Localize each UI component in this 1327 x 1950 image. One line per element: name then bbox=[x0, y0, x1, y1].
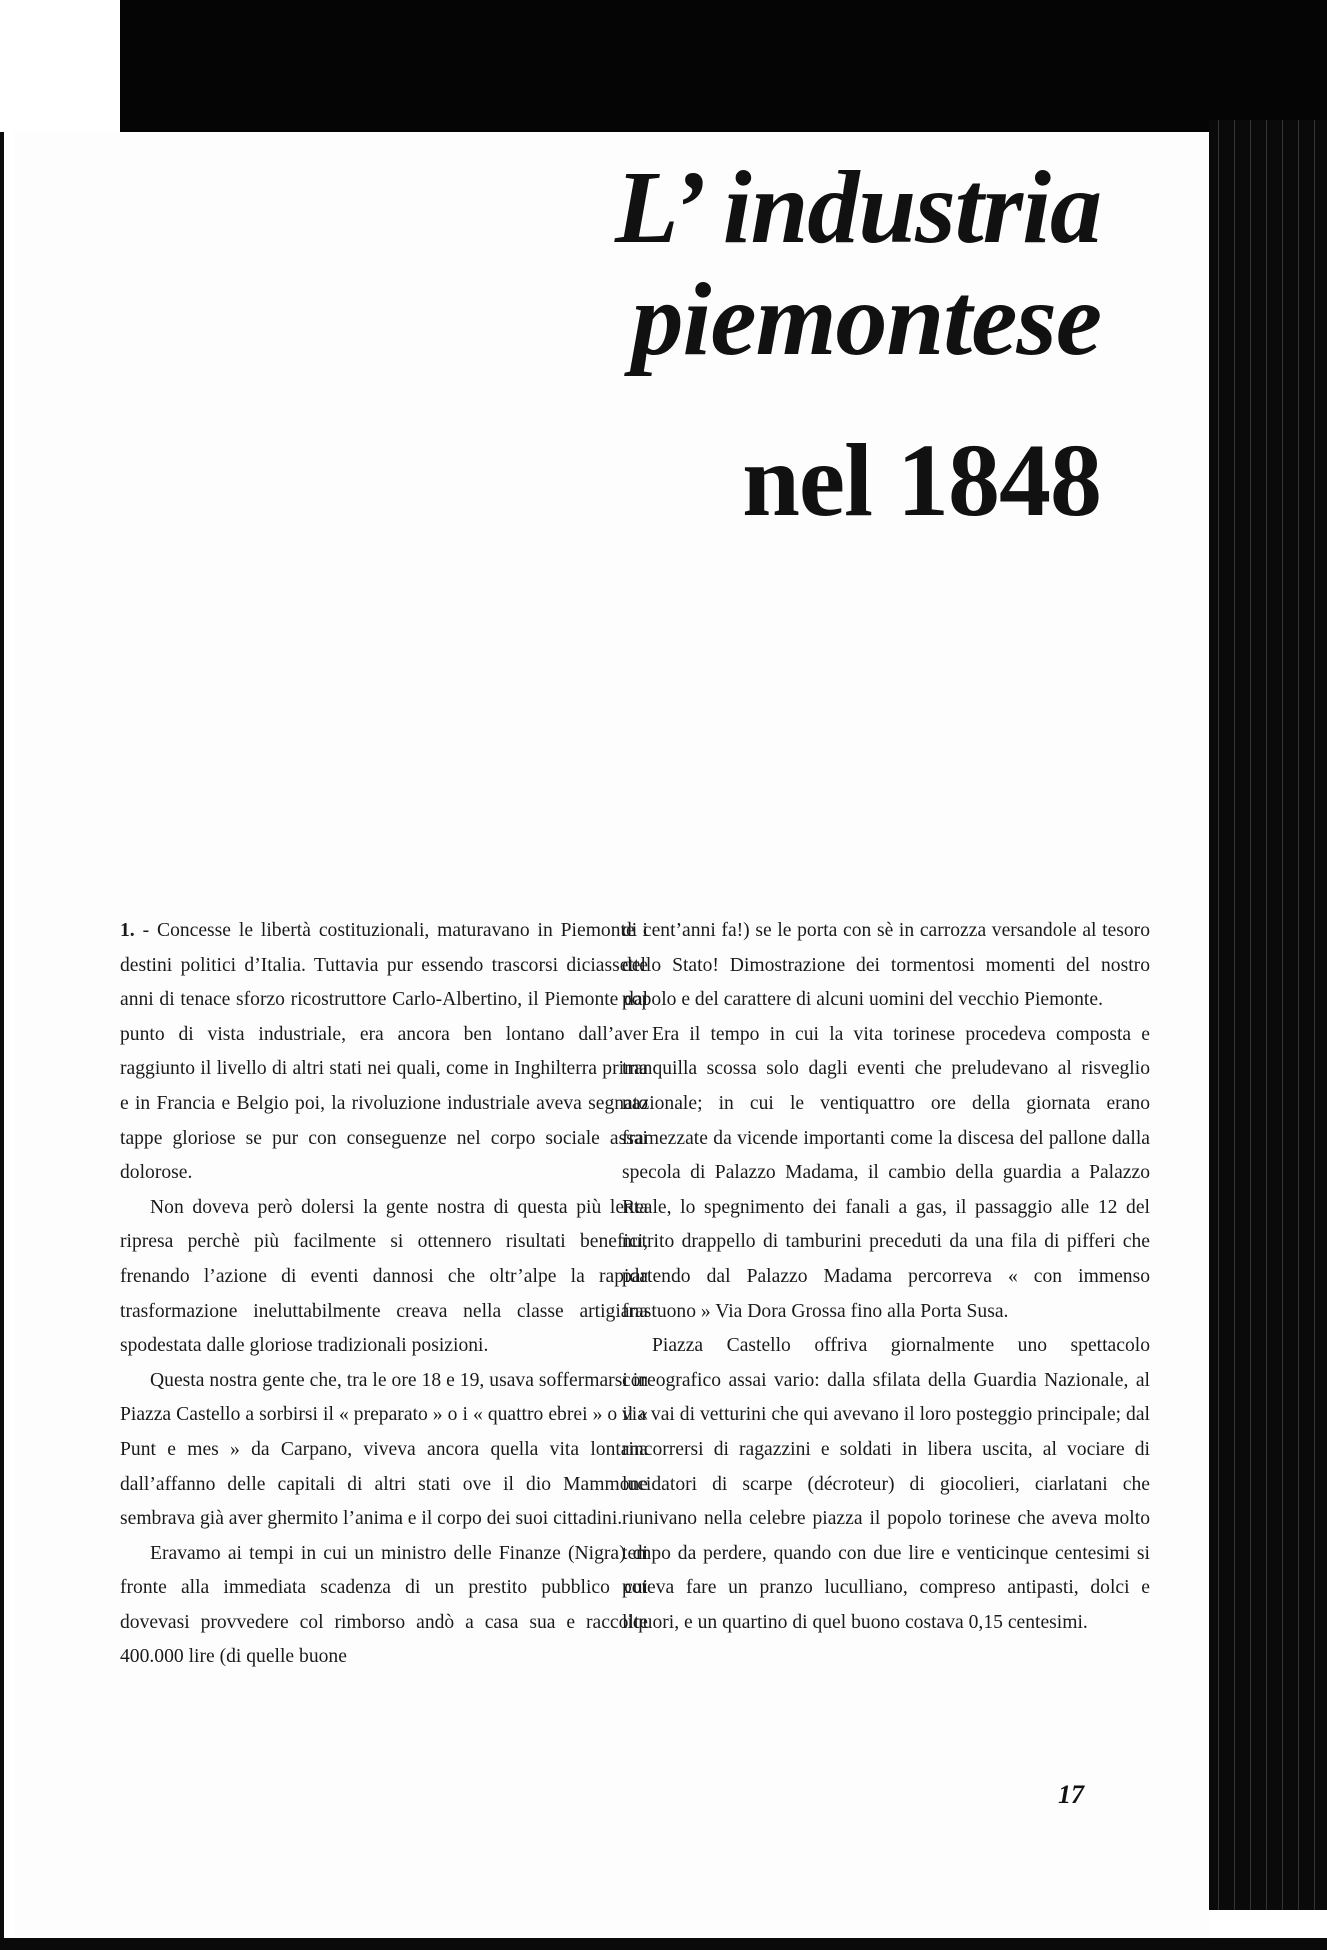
title-line-1: L’ industria bbox=[614, 150, 1101, 265]
page-title bbox=[614, 150, 1101, 538]
section-number: 1. bbox=[120, 920, 135, 941]
book-page-edges bbox=[1209, 120, 1327, 1910]
paragraph: Era il tempo in cui la vita torinese procedeva composta e tranquilla scossa solo dagli eventi che preludevano al risveglio nazionale; in cui le ventiquattro ore della giornata erano framezzate da vicende importanti come la discesa del pallone dalla specola di Palazzo Madama, il cambio della guardia a Palazzo Reale, lo spegnimento dei fanali a gas, il passaggio alle 12 del nutrito drappello di tamburini preceduti da una fila di pifferi che partendo dal Palazzo Madama percorreva « con immenso frastuono » Via Dora Grossa fino alla Porta Susa. bbox=[622, 1023, 1150, 1322]
title-line-2: piemontese bbox=[631, 262, 1101, 378]
title-line-3: nel 1848 bbox=[742, 422, 1101, 538]
page-number: 17 bbox=[1058, 1780, 1084, 1809]
paragraph: Eravamo ai tempi in cui un ministro delle Finanze (Nigra) di fronte alla immediata scadenza di un prestito pubblico cui dovevasi provvedere col rimborso andò a casa sua e raccolte 400.000 lire (di quelle buone bbox=[120, 1542, 648, 1668]
left-column bbox=[120, 914, 648, 1675]
scan-border-bottom bbox=[0, 1938, 1327, 1950]
scan-border-left bbox=[0, 132, 14, 1950]
paragraph: di cent’anni fa!) se le porta con sè in carrozza versandole al tesoro dello Stato! Dimostrazione dei tormentosi momenti del nostro popolo e del carattere di alcuni uomini del vecchio Piemonte. bbox=[622, 920, 1150, 1011]
paragraph: Questa nostra gente che, tra le ore 18 e 19, usava soffermarsi in Piazza Castello a sorbirsi il « preparato » o i « quattro ebrei » o il « Punt e mes » da Carpano, viveva ancora quella vita lontana dall’affanno delle capitali di altri stati ove il dio Mammone sembrava già aver ghermito l’anima e il corpo dei suoi cittadini. bbox=[120, 1369, 648, 1530]
paragraph: Piazza Castello offriva giornalmente uno spettacolo coreografico assai vario: dalla sfilata della Guardia Nazionale, al via vai di vetturini che qui avevano il loro posteggio principale; dal rincorrersi di ragazzini e soldati in libera uscita, al vociare di lucidatori di scarpe (décroteur) di giocolieri, ciarlatani che riunivano nella celebre piazza il popolo torinese che aveva molto tempo da perdere, quando con due lire e venticinque centesimi si poteva fare un pranzo luculliano, compreso antipasti, dolci e liquori, e un quartino di quel buono costava 0,15 centesimi. bbox=[622, 1335, 1150, 1633]
scan-border-top bbox=[120, 0, 1327, 132]
paragraph-text: - Concesse le libertà costituzionali, maturavano in Piemonte i destini politici d’Italia. Tuttavia pur essendo trascorsi diciassette anni di tenace sforzo ricostruttore Carlo-Albertino, il Piemonte dal punto di vista industriale, era ancora ben lontano dall’aver raggiunto il livello di altri stati nei quali, come in Inghilterra prima e in Francia e Belgio poi, la rivoluzione industriale aveva segnato tappe gloriose se pur con conseguenze nel corpo sociale assai dolorose. bbox=[120, 920, 648, 1184]
paragraph: Non doveva però dolersi la gente nostra di questa più lenta ripresa perchè più facilmente si ottennero risultati benefici, frenando l’azione di eventi dannosi che oltr’alpe la rapida trasformazione ineluttabilmente creava nella classe artigiana spodestata dalle gloriose tradizionali posizioni. bbox=[120, 1196, 648, 1357]
paragraph bbox=[120, 914, 648, 1191]
right-column bbox=[622, 914, 1150, 1640]
document-page bbox=[14, 132, 1209, 1938]
scan-margin bbox=[0, 0, 120, 132]
